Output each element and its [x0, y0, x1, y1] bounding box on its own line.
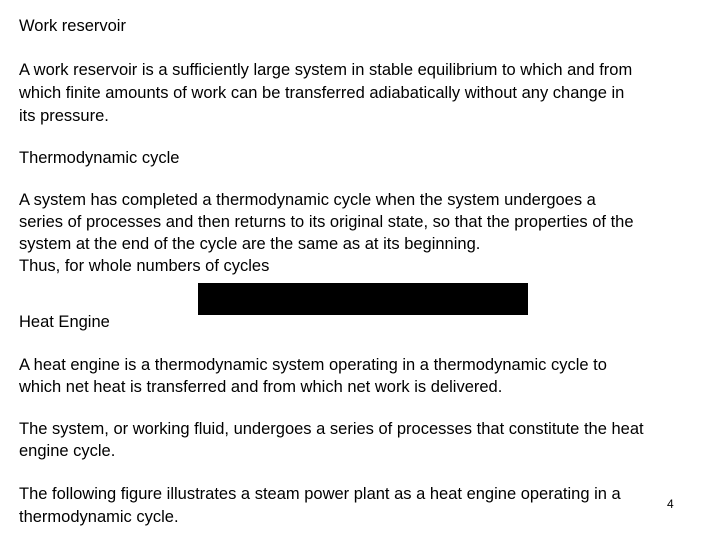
working-fluid-line-2: engine cycle. — [19, 442, 116, 460]
page-number: 4 — [667, 497, 674, 511]
thermodynamic-cycle-line-4: Thus, for whole numbers of cycles — [19, 257, 270, 275]
heading-heat-engine: Heat Engine — [19, 313, 110, 331]
heading-thermodynamic-cycle: Thermodynamic cycle — [19, 149, 180, 167]
figure-intro-line-1: The following figure illustrates a steam power plant as a heat engine operating in a — [19, 485, 621, 503]
working-fluid-line-1: The system, or working fluid, undergoes a series of processes that constitute the heat — [19, 420, 644, 438]
thermodynamic-cycle-line-3: system at the end of the cycle are the same as at its beginning. — [19, 235, 481, 253]
heat-engine-line-1: A heat engine is a thermodynamic system operating in a thermodynamic cycle to — [19, 356, 607, 374]
thermodynamic-cycle-line-2: series of processes and then returns to its original state, so that the properties of the — [19, 213, 634, 231]
figure-intro-line-2: thermodynamic cycle. — [19, 508, 179, 526]
thermodynamic-cycle-line-1: A system has completed a thermodynamic cycle when the system undergoes a — [19, 191, 596, 209]
heat-engine-line-2: which net heat is transferred and from which net work is delivered. — [19, 378, 503, 396]
work-reservoir-line-3: its pressure. — [19, 107, 109, 125]
work-reservoir-line-2: which finite amounts of work can be transferred adiabatically without any change in — [19, 84, 625, 102]
redacted-equation-block — [198, 283, 528, 315]
heading-work-reservoir: Work reservoir — [19, 17, 126, 35]
work-reservoir-line-1: A work reservoir is a sufficiently large system in stable equilibrium to which and from — [19, 61, 633, 79]
